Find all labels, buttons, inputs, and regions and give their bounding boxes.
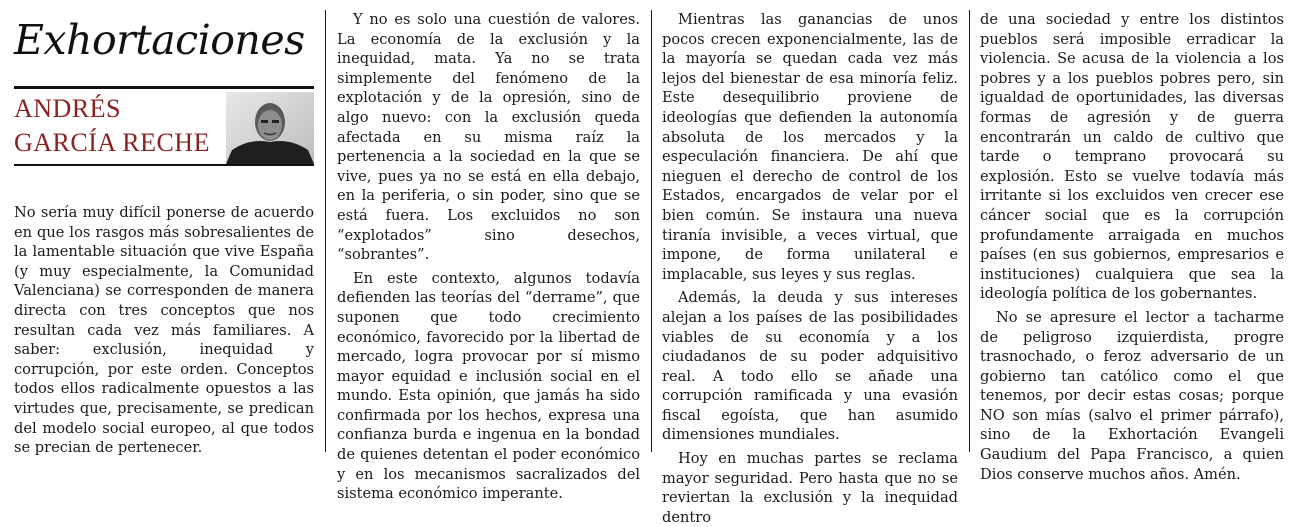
article-headline: Exhortaciones xyxy=(14,16,305,64)
article-column-3 xyxy=(662,10,958,526)
author-photo xyxy=(226,92,314,164)
byline-bottom-rule xyxy=(14,164,314,166)
paragraph: No sería muy difícil ponerse de acuerdo en que los rasgos más sobresalientes de la lamentable situación que vive España (y muy especialmente, la Comunidad Valenciana) se corresponden de manera directa con tres conceptos que nos resultan cada vez más familiares. A saber: exclusión, inequidad y corrupción, por este orden. Conceptos todos ellos radicalmente opuestos a las virtudes que, precisamente, se predican del modelo social europeo, al que todos se precian de pertenecer. xyxy=(14,204,314,457)
article-column-2 xyxy=(337,10,640,503)
author-first-name: ANDRÉS xyxy=(14,94,122,123)
paragraph: Y no es solo una cuestión de valores. La economía de la exclusión y la inequidad, mata. Ya no se trata simplemente del fenómeno de la explotación y de la opresión, sino de algo nuevo: con la exclusión queda afectada en su misma raíz la pertenencia a la sociedad en la que se vive, pues ya no se está en ella debajo, en la periferia, o sin poder, sino que se está fuera. Los excluidos no son “explotados” sino desechos, “sobrantes”. xyxy=(337,11,640,264)
article-column-1 xyxy=(14,203,314,458)
paragraph: No se apresure el lector a tacharme de peligroso izquierdista, progre trasnochado, o feroz adversario de un gobierno tan católico como el que tenemos, por decir estas cosas; porque NO son mías (salvo el primer párrafo), sino de la Exhortación Evangeli Gaudium del Papa Francisco, a quien Dios conserve muchos años. Amén. xyxy=(980,308,1284,483)
paragraph: Hoy en muchas partes se reclama mayor seguridad. Pero hasta que no se reviertan la exclusión y la inequidad dentro xyxy=(662,450,958,526)
author-name xyxy=(14,92,224,160)
byline-top-rule xyxy=(14,86,314,89)
paragraph: En este contexto, algunos todavía defienden las teorías del “derrame”, que suponen que todo crecimiento económico, favorecido por la libertad de mercado, logra provocar por sí mismo mayor equidad e inclusión social en el mundo. Esta opinión, que jamás ha sido confirmada por los hechos, expresa una confianza burda e ingenua en la bondad de quienes detentan el poder económico y en los mecanismos sacralizados del sistema económico imperante. xyxy=(337,269,640,503)
column-divider xyxy=(651,10,652,452)
paragraph: Mientras las ganancias de unos pocos crecen exponencialmente, las de la mayoría se quedan cada vez más lejos del bienestar de esa minoría feliz. Este desequilibrio proviene de ideologías que defienden la autonomía absoluta de los mercados y la especulación financiera. De ahí que nieguen el derecho de control de los Estados, encargados de velar por el bien común. Se instaura una nueva tiranía invisible, a veces virtual, que impone, de forma unilateral e implacable, sus leyes y sus reglas. xyxy=(662,11,958,283)
paragraph: de una sociedad y entre los distintos pueblos será imposible erradicar la violencia. Se acusa de la violencia a los pobres y a los pueblos pobres pero, sin igualdad de oportunidades, las diversas formas de agresión y de guerra encontrarán un caldo de cultivo que tarde o temprano provocará su explosión. Esto se vuelve todavía más irritante si los excluidos ven crecer ese cáncer social que es la corrupción profundamente arraigada en muchos países (en sus gobiernos, empresarios e instituciones) cualquiera que sea la ideología política de los gobernantes. xyxy=(980,11,1284,303)
article-column-4 xyxy=(980,10,1284,483)
column-divider xyxy=(969,10,970,452)
column-divider xyxy=(325,10,326,452)
paragraph: Además, la deuda y sus intereses alejan a los países de las posibilidades viables de su economía y a los ciudadanos de su poder adquisitivo real. A todo ello se añade una corrupción ramificada y una evasión fiscal egoísta, que han asumido dimensiones mundiales. xyxy=(662,289,958,444)
author-last-name: GARCÍA RECHE xyxy=(14,128,210,157)
